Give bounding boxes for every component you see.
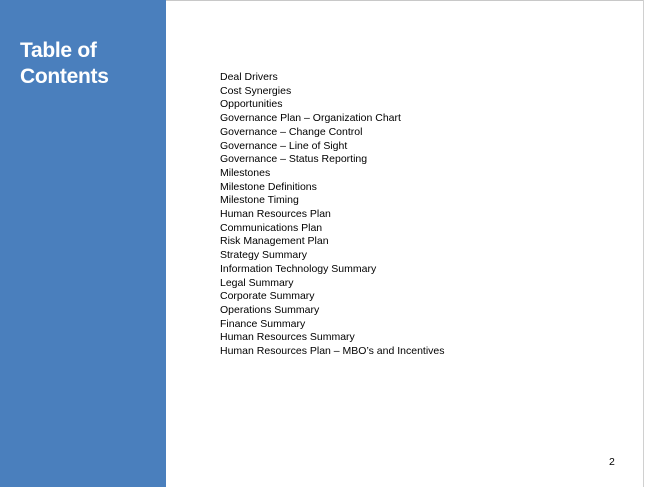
toc-item-risk-management-plan: Risk Management Plan [220,235,329,248]
toc-item-milestone-definitions: Milestone Definitions [220,180,317,193]
toc-item-information-technology-summary: Information Technology Summary [220,262,377,275]
toc-item-opportunities: Opportunities [220,98,283,111]
toc-item-finance-summary: Finance Summary [220,317,306,330]
toc-item-milestones: Milestones [220,166,271,179]
sidebar-panel [0,0,166,487]
toc-item-operations-summary: Operations Summary [220,303,320,316]
toc-item-cost-synergies: Cost Synergies [220,84,292,97]
toc-item-governance-line-of-sight: Governance – Line of Sight [220,139,348,152]
right-border [643,0,644,487]
toc-item-communications-plan: Communications Plan [220,221,323,234]
toc-item-corporate-summary: Corporate Summary [220,290,315,303]
toc-item-deal-drivers: Deal Drivers [220,71,278,83]
toc-item-human-resources-plan: Human Resources Plan [220,208,331,221]
toc-item-governance-status-reporting: Governance – Status Reporting [220,153,368,166]
toc-item-strategy-summary: Strategy Summary [220,249,307,262]
toc-item-human-resources-mbo-incentives: Human Resources Plan – MBO’s and Incentives [220,345,445,358]
page-title-line-1: Table of [20,39,97,62]
toc-item-milestone-timing: Milestone Timing [220,194,299,207]
toc-item-governance-organization-chart: Governance Plan – Organization Chart [220,112,401,125]
toc-item-legal-summary: Legal Summary [220,276,294,289]
toc-item-governance-change-control: Governance – Change Control [220,125,363,138]
page-title [20,38,160,90]
page-title-line-2: Contents [20,65,109,88]
toc-list [220,71,445,359]
page-number: 2 [609,456,615,468]
toc-item-human-resources-summary: Human Resources Summary [220,331,355,344]
